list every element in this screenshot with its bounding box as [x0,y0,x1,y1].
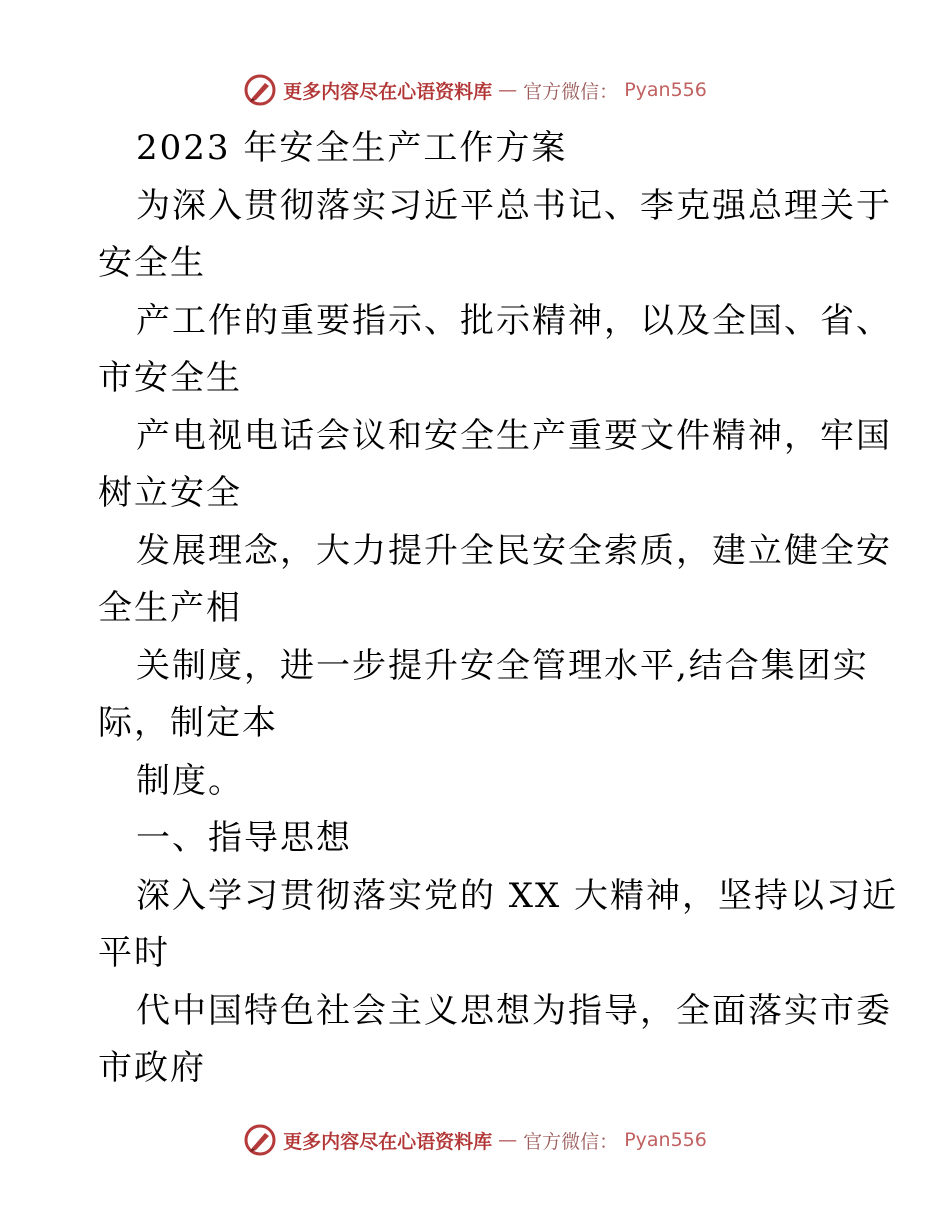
document-line: 制度。 [136,760,244,801]
document-line: 深入学习贯彻落实党的 XX 大精神，坚持以习近 [136,875,899,916]
banner-wechat-id: Pyan556 [624,1129,707,1151]
document-line: 产电视电话会议和安全生产重要文件精神，牢国 [136,415,892,456]
document-line: 际，制定本 [98,703,278,743]
document-line: 一、指导思想 [136,818,352,858]
banner-main-text: 更多内容尽在心语资料库 [283,80,493,103]
banner-main-text: 更多内容尽在心语资料库 [283,1130,493,1153]
banner-dash: — [498,1129,518,1151]
banner-wechat-id: Pyan556 [624,79,707,101]
banner-wechat-label: 官方微信： [523,80,619,103]
document-line: 树立安全 [98,473,242,513]
pen-circle-icon [243,73,277,107]
document-line: 安全生 [98,243,206,283]
banner-wechat-label: 官方微信： [523,1130,619,1153]
document-line: 市安全生 [98,358,242,398]
document-line: 代中国特色社会主义思想为指导，全面落实市委 [136,990,892,1031]
pen-circle-icon [243,1123,277,1157]
header-banner [0,70,950,110]
document-line: 为深入贯彻落实习近平总书记、李克强总理关于 [136,185,892,226]
banner-dash: — [498,79,518,101]
document-line: 平时 [98,933,170,973]
document-line: 关制度，进一步提升安全管理水平,结合集团实 [136,645,869,686]
document-line: 发展理念，大力提升全民安全索质，建立健全安 [136,530,892,571]
document-line: 全生产相 [98,588,242,628]
document-line: 产工作的重要指示、批示精神，以及全国、省、 [136,300,892,341]
footer-banner [0,1120,950,1160]
document-body [98,120,899,1098]
document-line: 市政府 [98,1048,206,1088]
document-line: 2023 年安全生产工作方案 [136,128,568,168]
